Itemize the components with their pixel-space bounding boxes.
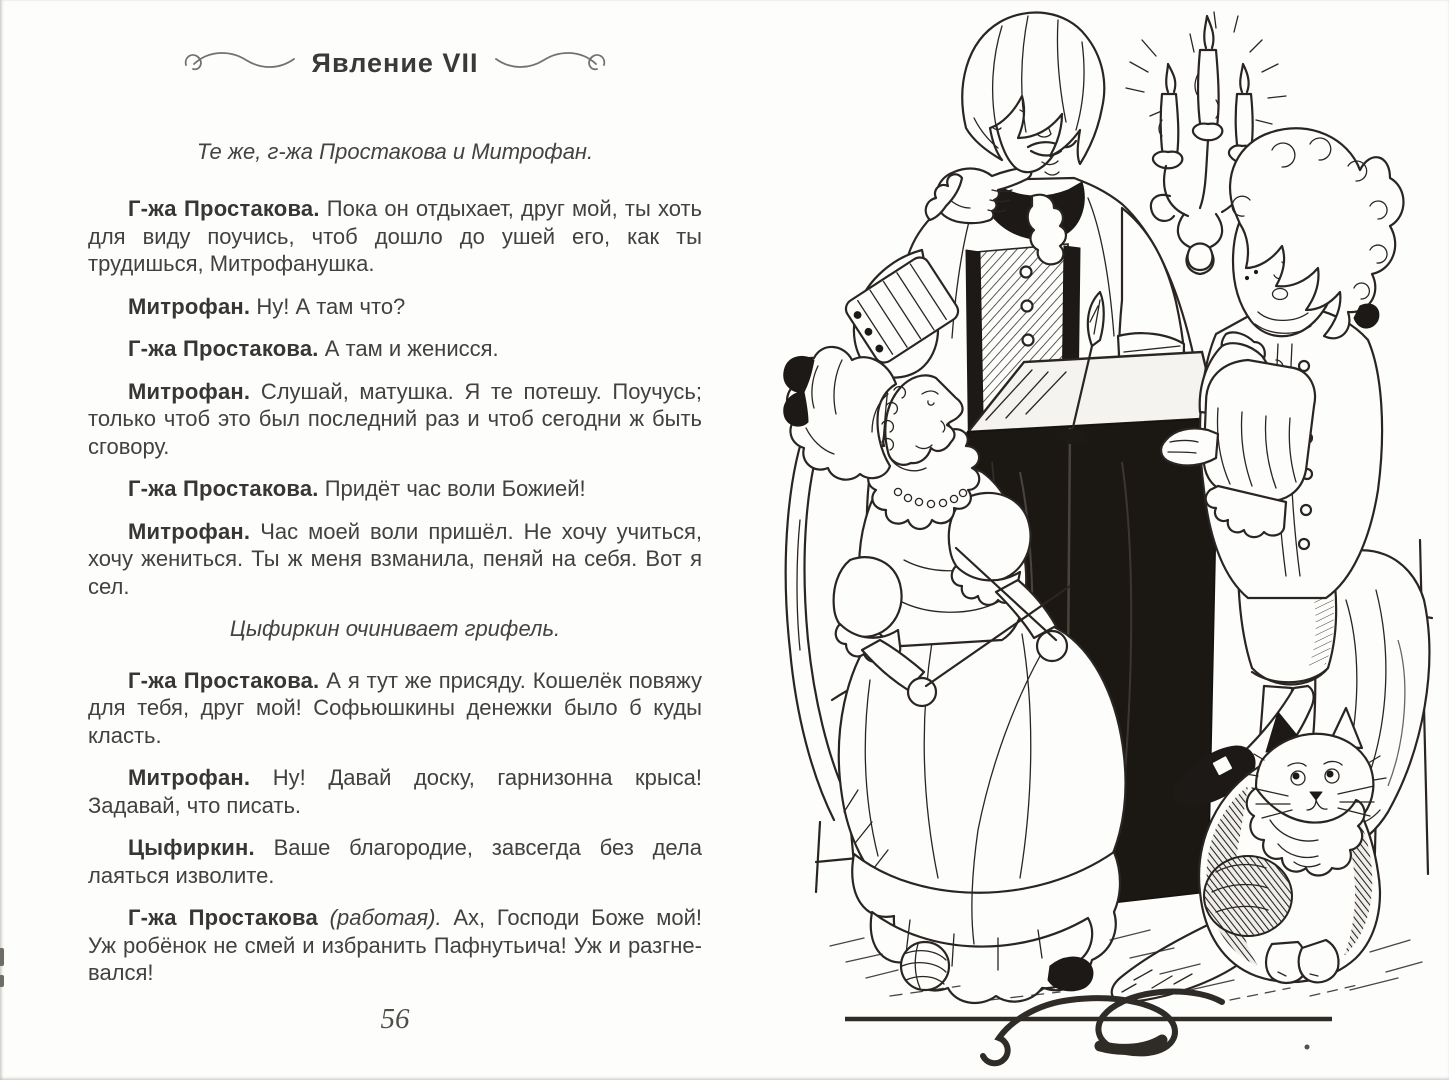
dialogue-line xyxy=(88,475,702,503)
illustration xyxy=(770,0,1449,1080)
dialogue-line xyxy=(88,764,702,819)
speech-text: А я тут же присяду. Кошелёк повяжу для тебя, друг мой! Софьюшкины денежки было б куды класть. xyxy=(88,667,702,748)
speaker-name: Цыфиркин. xyxy=(128,835,255,860)
speaker-name: Г-жа Простакова. xyxy=(128,336,319,361)
speaker-name: Митрофан. xyxy=(128,765,251,790)
illustration-svg xyxy=(770,0,1449,1080)
speech-text: Слушай, матушка. Я те потешу. Поучусь; только чтоб это был последний раз и чтоб сегодни ж быть сговору. xyxy=(88,378,702,459)
dialogue-line xyxy=(88,834,702,889)
speech-text: Ну! Давай доску, гарнизонна крыса! Задавай, что писать. xyxy=(88,765,702,818)
dialogue-line xyxy=(88,667,702,750)
speech-text: Ваше благородие, завсегда без дела лаяться изволите. xyxy=(88,835,702,888)
speech-text: Придёт час воли Божией! xyxy=(324,476,586,501)
speech-text: Пока он отдыхает, друг мой, ты хоть для виду поучись, чтоб дошло до ушей его, как ты трудишься, Митрофанушка. xyxy=(88,196,702,276)
scene-note: Те же, г-жа Простакова и Митрофан. xyxy=(196,139,594,164)
tailpiece-flourish xyxy=(845,992,1332,1064)
chapter-title: Явление VII xyxy=(311,47,479,78)
speech-text: Ну! А там что? xyxy=(256,293,406,319)
speaker-name: Г-жа Простакова. xyxy=(128,667,320,693)
stage-aside: (работая). xyxy=(329,905,442,930)
dialogue-line xyxy=(88,518,702,601)
dialogue-line xyxy=(88,904,702,987)
speech-text: Ах, Господи Боже мой! Уж робёнок не смей и избранить Пафнутьича! Уж и разгневался! xyxy=(88,905,702,985)
speech-text: Час моей воли пришёл. Не хочу учиться, хочу жениться. Ты ж меня взманила, пеняй на себя. Вот я сел. xyxy=(88,518,703,599)
speech-text: А там и женисся. xyxy=(324,336,499,361)
speaker-name: Г-жа Простакова. xyxy=(128,476,319,501)
stage-direction: Цыфиркин очинивает грифель. xyxy=(229,616,561,641)
yarn-ball-icon xyxy=(901,942,949,990)
speaker-name: Митрофан. xyxy=(128,518,251,544)
scan-edge-mark xyxy=(0,948,4,966)
chapter-heading xyxy=(88,45,702,81)
dialogue-line xyxy=(88,293,702,321)
scan-edge-mark xyxy=(0,975,4,987)
dialogue-line xyxy=(88,195,702,278)
left-page xyxy=(88,45,702,1002)
speaker-name: Митрофан. xyxy=(128,293,251,319)
speaker-name: Г-жа Простакова xyxy=(128,905,318,930)
dialogue-line xyxy=(88,335,702,363)
flourish-right-icon xyxy=(492,45,610,81)
dialogue-line xyxy=(88,378,702,461)
page-number: 56 xyxy=(380,1003,410,1035)
speaker-name: Г-жа Простакова. xyxy=(128,196,320,221)
flourish-left-icon xyxy=(180,45,298,81)
speaker-name: Митрофан. xyxy=(128,378,251,404)
